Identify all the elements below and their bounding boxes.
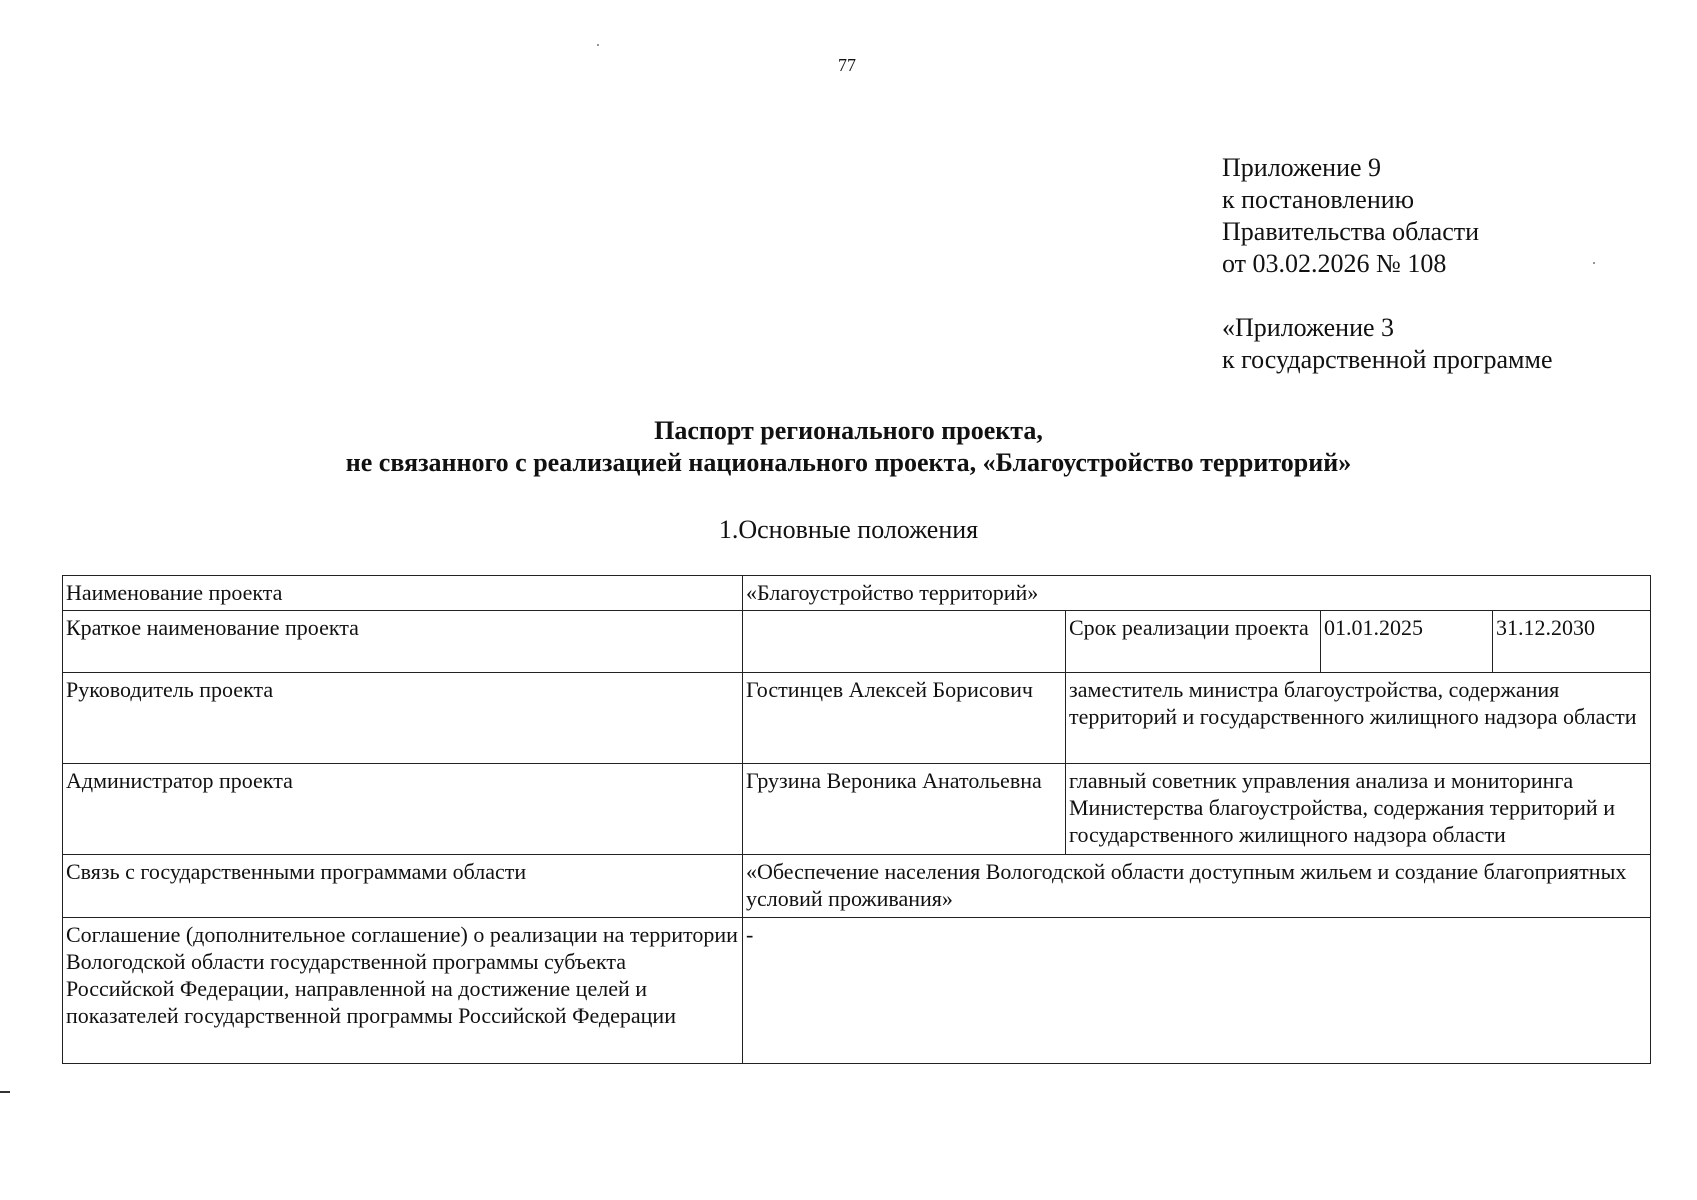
- scan-speck: [1593, 262, 1595, 264]
- annex-block: [1222, 152, 1553, 376]
- term-start-date: 01.01.2025: [1321, 611, 1493, 673]
- term-end-date: 31.12.2030: [1493, 611, 1651, 673]
- page-number: 77: [838, 55, 856, 75]
- scan-mark: [0, 1091, 10, 1093]
- scan-speck: [597, 44, 599, 46]
- row-label: Соглашение (дополнительное соглашение) о реализации на территории Вологодской области государственной программы субъекта Российской Федерации, направленной на достижение целей и показателей государственной программы Российской Федерации: [63, 918, 743, 1064]
- row-value: «Благоустройство территорий»: [743, 576, 1651, 611]
- row-label: Наименование проекта: [63, 576, 743, 611]
- document-title-line-2: не связанного с реализацией национального проекта, «Благоустройство территорий»: [345, 448, 1352, 477]
- table-row-leader: [63, 673, 1651, 764]
- row-value: -: [743, 918, 1651, 1064]
- row-label: Связь с государственными программами области: [63, 855, 743, 918]
- table-row-name: [63, 576, 1651, 611]
- row-label: Администратор проекта: [63, 764, 743, 855]
- annex-line: к постановлению: [1222, 185, 1415, 214]
- row-value: «Обеспечение населения Вологодской области доступным жильем и создание благоприятных условий проживания»: [743, 855, 1651, 918]
- annex-program-line: «Приложение 3: [1222, 313, 1395, 342]
- person-name: Гостинцев Алексей Борисович: [743, 673, 1066, 764]
- person-position: главный советник управления анализа и мониторинга Министерства благоустройства, содержания территорий и государственного жилищного надзора области: [1066, 764, 1651, 855]
- table-row-short-name: [63, 611, 1651, 673]
- table-row-agreement: [63, 918, 1651, 1064]
- annex-line: от 03.02.2026 № 108: [1222, 249, 1447, 278]
- person-position: заместитель министра благоустройства, содержания территорий и государственного жилищного надзора области: [1066, 673, 1651, 764]
- document-title-line-1: Паспорт регионального проекта,: [654, 416, 1043, 445]
- table-row-program-link: [63, 855, 1651, 918]
- annex-line: Приложение 9: [1222, 153, 1382, 182]
- passport-table: [62, 575, 1651, 1064]
- table-row-administrator: [63, 764, 1651, 855]
- section-heading: 1.Основные положения: [718, 515, 979, 544]
- row-value: [743, 611, 1066, 673]
- document-title: [0, 415, 1697, 479]
- person-name: Грузина Вероника Анатольевна: [743, 764, 1066, 855]
- row-label: Краткое наименование проекта: [63, 611, 743, 673]
- term-label: Срок реализации проекта: [1066, 611, 1321, 673]
- row-label: Руководитель проекта: [63, 673, 743, 764]
- annex-program-line: к государственной программе: [1222, 345, 1553, 374]
- annex-line: Правительства области: [1222, 217, 1480, 246]
